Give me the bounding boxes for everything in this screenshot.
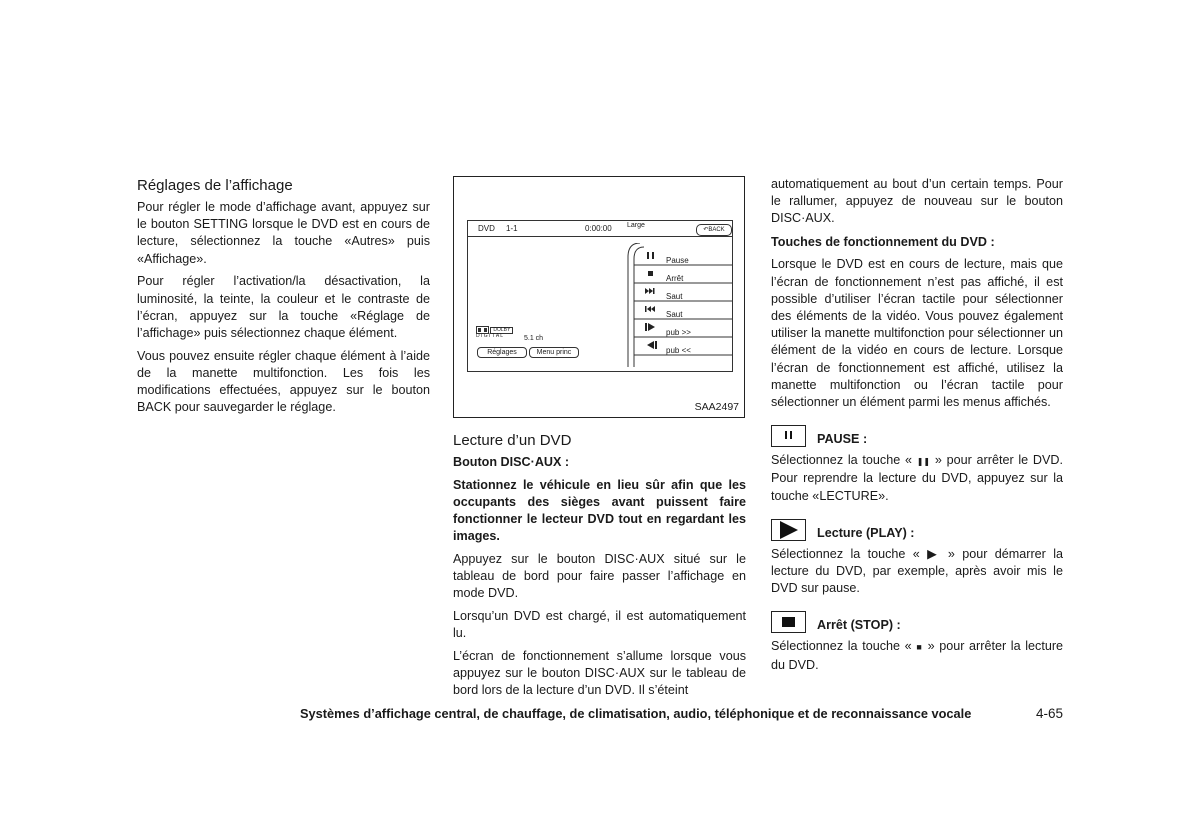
paragraph: Lorsqu’un DVD est chargé, il est automatiquement lu. [453, 609, 746, 641]
pause-key-row [771, 425, 1063, 447]
paragraph: Pour régler le mode d’affichage avant, appuyez sur le bouton SETTING lorsque le DVD est en cours de lecture, sélectionnez la touche «Autres» puis «Affichage». [137, 200, 430, 266]
pause-inline-icon: ❚❚ [916, 457, 931, 467]
column-right [771, 176, 1063, 679]
menu-item-stop[interactable]: Arrêt [666, 274, 684, 283]
section-heading: Réglages de l’affichage [137, 177, 293, 194]
menu-item-rewind[interactable]: pub << [666, 346, 691, 355]
section-heading: Lecture d’un DVD [453, 432, 572, 449]
play-inline-icon: ▶ [927, 546, 941, 561]
skip-back-icon [645, 306, 647, 312]
divider [468, 236, 732, 237]
menu-item-skip-forward[interactable]: Saut [666, 292, 683, 301]
dolby-digital-logo: DOLBY D I G I T A L [476, 326, 513, 339]
paragraph: automatiquement au bout d’un certain temps. Pour le rallumer, appuyez de nouveau sur le bouton DISC·AUX. [771, 177, 1063, 226]
stop-key-row [771, 611, 1063, 633]
paragraph: Sélectionnez la touche « ❚❚ » pour arrêter le DVD. Pour reprendre la lecture du DVD, appuyez sur la touche «LECTURE». [771, 453, 1064, 503]
track-label: 1-1 [506, 224, 518, 233]
back-button[interactable]: ↶BACK [696, 224, 732, 236]
aspect-mode-label: Large [627, 222, 645, 229]
settings-button[interactable]: Réglages [477, 347, 527, 358]
menu-item-fast-forward[interactable]: pub >> [666, 328, 691, 337]
paragraph: Appuyez sur le bouton DISC·AUX situé sur le tableau de bord pour faire passer l’affichage en mode DVD. [453, 552, 746, 601]
stop-inline-icon: ■ [916, 642, 923, 653]
stop-key-icon [771, 611, 806, 633]
subheading: Touches de fonctionnement du DVD : [771, 234, 995, 249]
play-key-row [771, 519, 1063, 541]
paragraph: Vous pouvez ensuite régler chaque élément à l’aide de la manette multifonction. Les fois les modifications effectuées, appuyez sur le bouton BACK pour sauvegarder le réglage. [137, 348, 430, 415]
page-number: 4-65 [1035, 706, 1063, 721]
paragraph: Lorsque le DVD est en cours de lecture, mais que l’écran de fonctionnement n’est pas affiché, il est possible d’utiliser l’écran tactile pour sélectionner des éléments de la vidéo. Vous pouvez également utiliser la manette multifonction pour sélectionner un élément de la vidéo en cours de lecture. Lorsque l’écran de fonctionnement est affiché, utilisez la manette multifonction ou l’écran tactile pour sélectionner un élément parmi les menus affichés. [771, 257, 1063, 409]
chapter-title: Systèmes d’affichage central, de chauffage, de climatisation, audio, téléphonique et de reconnaissance vocale [300, 706, 972, 721]
stop-icon [648, 271, 653, 276]
page-footer [300, 706, 1063, 721]
source-label: DVD [478, 224, 495, 233]
figure-reference: SAA2497 [694, 401, 739, 413]
stop-title: Arrêt (STOP) : [817, 618, 901, 633]
menu-item-pause[interactable]: Pause [666, 256, 689, 265]
paragraph: Sélectionnez la touche « ■ » pour arrêter la lecture du DVD. [771, 639, 1064, 672]
paragraph: Pour régler l’activation/la désactivation, la luminosité, la teinte, la couleur et le contraste de l’écran, appuyez sur la touche «Réglage de l’affichage» puis sélectionnez chaque élément. [137, 274, 430, 340]
column-left [137, 176, 430, 422]
column-middle [453, 431, 746, 705]
main-menu-button[interactable]: Menu princ [529, 347, 579, 358]
pause-key-icon [771, 425, 806, 447]
paragraph: L’écran de fonctionnement s’allume lorsque vous appuyez sur le bouton DISC·AUX sur le tableau de bord lors de la lecture d’un DVD. Il s’éteint [453, 649, 746, 698]
audio-channels: 5.1 ch [524, 335, 544, 342]
dvd-display-screen [467, 220, 733, 372]
rewind-icon [647, 341, 654, 349]
dvd-screen-figure [453, 176, 745, 418]
play-title: Lecture (PLAY) : [817, 525, 915, 540]
menu-item-skip-back[interactable]: Saut [666, 310, 683, 319]
paragraph: Sélectionnez la touche « ▶ » pour démarrer la lecture du DVD, par exemple, après avoir mis le DVD sur pause. [771, 546, 1064, 596]
play-key-icon [771, 519, 806, 541]
pause-icon [647, 252, 649, 259]
fast-forward-icon [645, 323, 647, 331]
time-display: 0:00:00 [585, 224, 612, 233]
subheading: Bouton DISC·AUX : [453, 455, 570, 469]
skip-forward-icon [645, 288, 649, 294]
warning-text: Stationnez le véhicule en lieu sûr afin que les occupants des sièges avant puissent faire fonctionner le lecteur DVD tout en regardant les images. [453, 477, 746, 544]
pause-title: PAUSE : [817, 432, 868, 447]
